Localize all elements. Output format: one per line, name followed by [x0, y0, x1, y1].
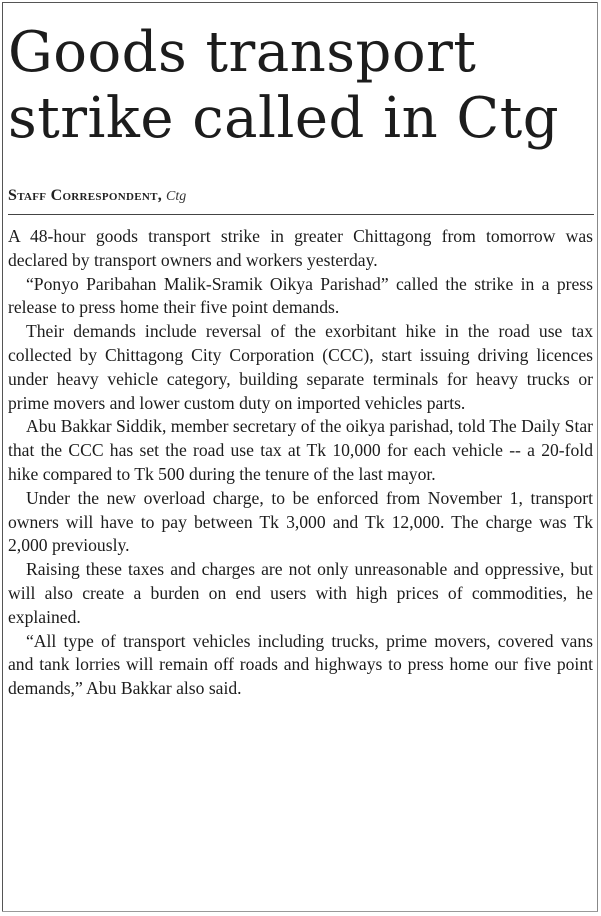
byline-author: Staff Correspondent,: [8, 187, 163, 204]
article-paragraph-5: Under the new overload charge, to be enforced from November 1, transport owners will have to pay between Tk 3,000 and Tk 12,000. The charge was Tk 2,000 previously.: [8, 487, 593, 556]
left-border-rule: [2, 2, 3, 912]
article-paragraph-1: A 48-hour goods transport strike in greater Chittagong from tomorrow was declared by transport owners and workers yesterday.: [8, 226, 593, 270]
article-paragraph-4: Abu Bakkar Siddik, member secretary of the oikya parishad, told The Daily Star that the CCC has set the road use tax at Tk 10,000 for each vehicle -- a 20-fold hike compared to Tk 500 during the tenure of the last mayor.: [8, 416, 593, 484]
article-headline: [8, 20, 593, 152]
article-paragraph-6: Raising these taxes and charges are not only unreasonable and oppressive, but will also create a burden on end users with high prices of commodities, he explained.: [8, 559, 593, 627]
top-border-rule: [2, 2, 598, 3]
article-paragraph-3: Their demands include reversal of the exorbitant hike in the road use tax collected by Chittagong City Corporation (CCC), start issuing driving licences under heavy vehicle category, building separate terminals for heavy trucks or prime movers and lower custom duty on imported vehicles parts.: [8, 321, 593, 413]
article-paragraph-7: “All type of transport vehicles including trucks, prime movers, covered vans and tank lorries will remain off roads and highways to press home our five point demands,” Abu Bakkar also said.: [8, 630, 593, 699]
byline: [8, 186, 186, 207]
byline-divider: [8, 214, 594, 215]
article-paragraph-2: “Ponyo Paribahan Malik-Sramik Oikya Parishad” called the strike in a press release to press home their five point demands.: [8, 273, 593, 318]
bottom-border-rule: [2, 911, 598, 912]
right-border-rule: [597, 2, 598, 912]
headline-line-2: strike called in Ctg: [8, 86, 560, 151]
article-body: [8, 225, 593, 701]
headline-line-1: Goods transport: [8, 20, 477, 85]
byline-location: Ctg: [166, 189, 187, 204]
